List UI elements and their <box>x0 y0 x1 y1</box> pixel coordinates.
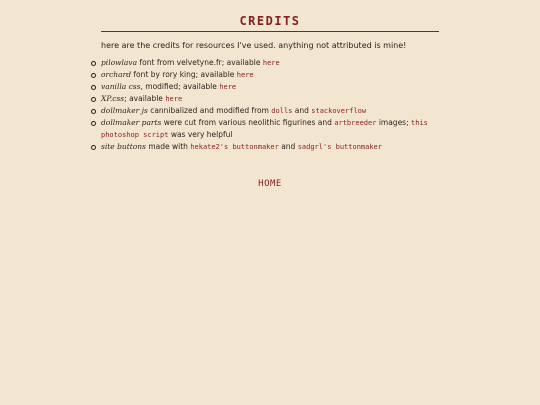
bullet-icon <box>91 121 96 126</box>
credit-name: site buttons <box>101 142 146 151</box>
credit-text: and <box>278 142 298 151</box>
bullet-icon <box>91 109 96 114</box>
credit-name: XP.css <box>101 94 125 103</box>
here-link[interactable]: here <box>165 95 183 103</box>
hekate2-buttonmaker-link[interactable]: hekate2's buttonmaker <box>190 143 279 151</box>
credit-name: vanilla css <box>101 82 141 91</box>
list-item <box>101 69 439 81</box>
photoshop-script-link[interactable]: this photoshop script <box>101 119 428 139</box>
list-item <box>101 81 439 93</box>
credit-text: ; available <box>124 94 166 103</box>
credit-text: were cut from various neolithic figurines and <box>161 118 335 127</box>
bullet-icon <box>91 97 96 102</box>
intro-text: here are the credits for resources I've used. anything not attributed is mine! <box>101 41 407 50</box>
credits-page <box>101 13 439 153</box>
credit-text: font by rory king; available <box>131 70 237 79</box>
bullet-icon <box>91 73 96 78</box>
title-divider <box>101 31 439 32</box>
home-link[interactable]: HOME <box>258 179 282 189</box>
credit-text: was very helpful <box>168 130 233 139</box>
list-item <box>101 141 439 153</box>
page-title: CREDITS <box>239 14 301 28</box>
credit-text: made with <box>145 142 191 151</box>
here-link[interactable]: here <box>262 59 280 67</box>
here-link[interactable]: here <box>236 71 254 79</box>
credit-name: dollmaker parts <box>101 118 162 127</box>
credit-text: , modified; available <box>140 82 220 91</box>
credit-text: cannibalized and modified from <box>147 106 272 115</box>
credit-name: dollmaker js <box>101 106 148 115</box>
credit-text: and <box>292 106 312 115</box>
artbreeder-link[interactable]: artbreeder <box>334 119 377 127</box>
bullet-icon <box>91 145 96 150</box>
stackoverflow-link[interactable]: stackoverflow <box>311 107 367 115</box>
credits-list <box>101 57 439 153</box>
list-item <box>101 105 439 117</box>
list-item <box>101 117 439 141</box>
credit-text: images; <box>376 118 412 127</box>
home-nav <box>0 171 540 190</box>
credit-text: font from velvetyne.fr; available <box>137 58 263 67</box>
credit-name: orchard <box>101 70 131 79</box>
bullet-icon <box>91 61 96 66</box>
list-item <box>101 57 439 69</box>
credit-name: pilowlava <box>101 58 138 67</box>
bullet-icon <box>91 85 96 90</box>
dolls-link[interactable]: dolls <box>271 107 293 115</box>
list-item <box>101 93 439 105</box>
sadgrl-buttonmaker-link[interactable]: sadgrl's buttonmaker <box>297 143 382 151</box>
here-link[interactable]: here <box>219 83 237 91</box>
